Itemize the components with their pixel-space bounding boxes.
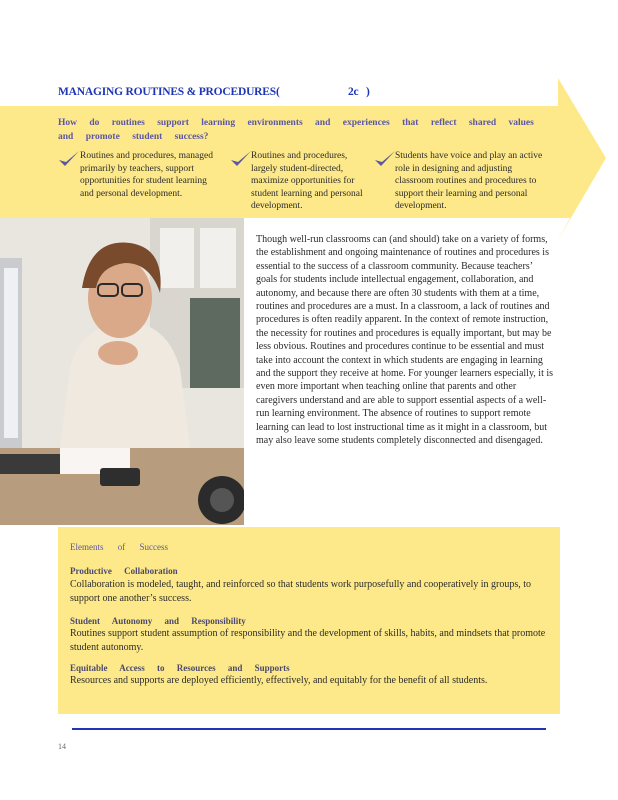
title-text: MANAGING ROUTINES & PROCEDURES( (58, 86, 280, 98)
element-title: Student Autonomy and Responsibility (70, 616, 246, 626)
element-text: Resources and supports are deployed efficiently, effectively, and equitably for the benefit of all students. (70, 675, 488, 686)
element-text: Collaboration is modeled, taught, and reinforced so that students work purposefully and cooperatively in groups, to support one another’s success. (70, 579, 532, 604)
page-number: 14 (58, 742, 66, 751)
check-item-teacher-managed: Routines and procedures, managed primarily by teachers, support opportunities for student learning and personal development. (80, 151, 213, 199)
element-title: Productive Collaboration (70, 566, 178, 576)
title-close: ) (366, 86, 370, 98)
check-item-student-directed: Routines and procedures, largely student-directed, maximize opportunities for student learning and personal development. (251, 151, 363, 211)
element-title: Equitable Access to Resources and Supports (70, 663, 290, 673)
success-heading: Elements of Success (70, 542, 168, 552)
teacher-photo (0, 218, 244, 525)
footer-rule (72, 728, 546, 730)
check-item-student-voice: Students have voice and play an active role in designing and adjusting classroom routines and procedures to support their learning and personal development. (395, 151, 543, 211)
check-icon (58, 150, 80, 168)
check-icon (230, 150, 252, 168)
main-paragraph: Though well-run classrooms can (and should) take on a variety of forms, the establishment and ongoing maintenance of routines and procedures is essential to the success of a classroom community. Because teachers’ goals for students include intellectual engagement, collaboration, and autonomy, and because there are often 30 students with them at a time, routines and procedures are a must. In a classroom, a lack of routines and procedures is often readily apparent. In the context of remote instruction, the necessity for routines and procedures is equally important, but may be less obvious. Routines and procedures continue to be essential and must take into account the context in which students are engaging in learning and the support they receive at home. For younger learners especially, it is even more important when teaching online that parents and other caregivers understand and are able to support essential aspects of a well-run learning environment. The absence of routines to support remote learning can lead to lost instructional time as it might in a classroom, but may also leave some students completely disconnected and disengaged. (256, 234, 554, 447)
elements-of-success (58, 527, 560, 714)
check-icon (374, 150, 396, 168)
title-code: 2c (348, 86, 359, 98)
element-text: Routines support student assumption of responsibility and the development of skills, habits, and mindsets that promote student autonomy. (70, 628, 546, 653)
guiding-question: How do routines support learning environments and experiences that reflect shared values and promote student success? (58, 118, 534, 142)
page-title (58, 86, 478, 98)
